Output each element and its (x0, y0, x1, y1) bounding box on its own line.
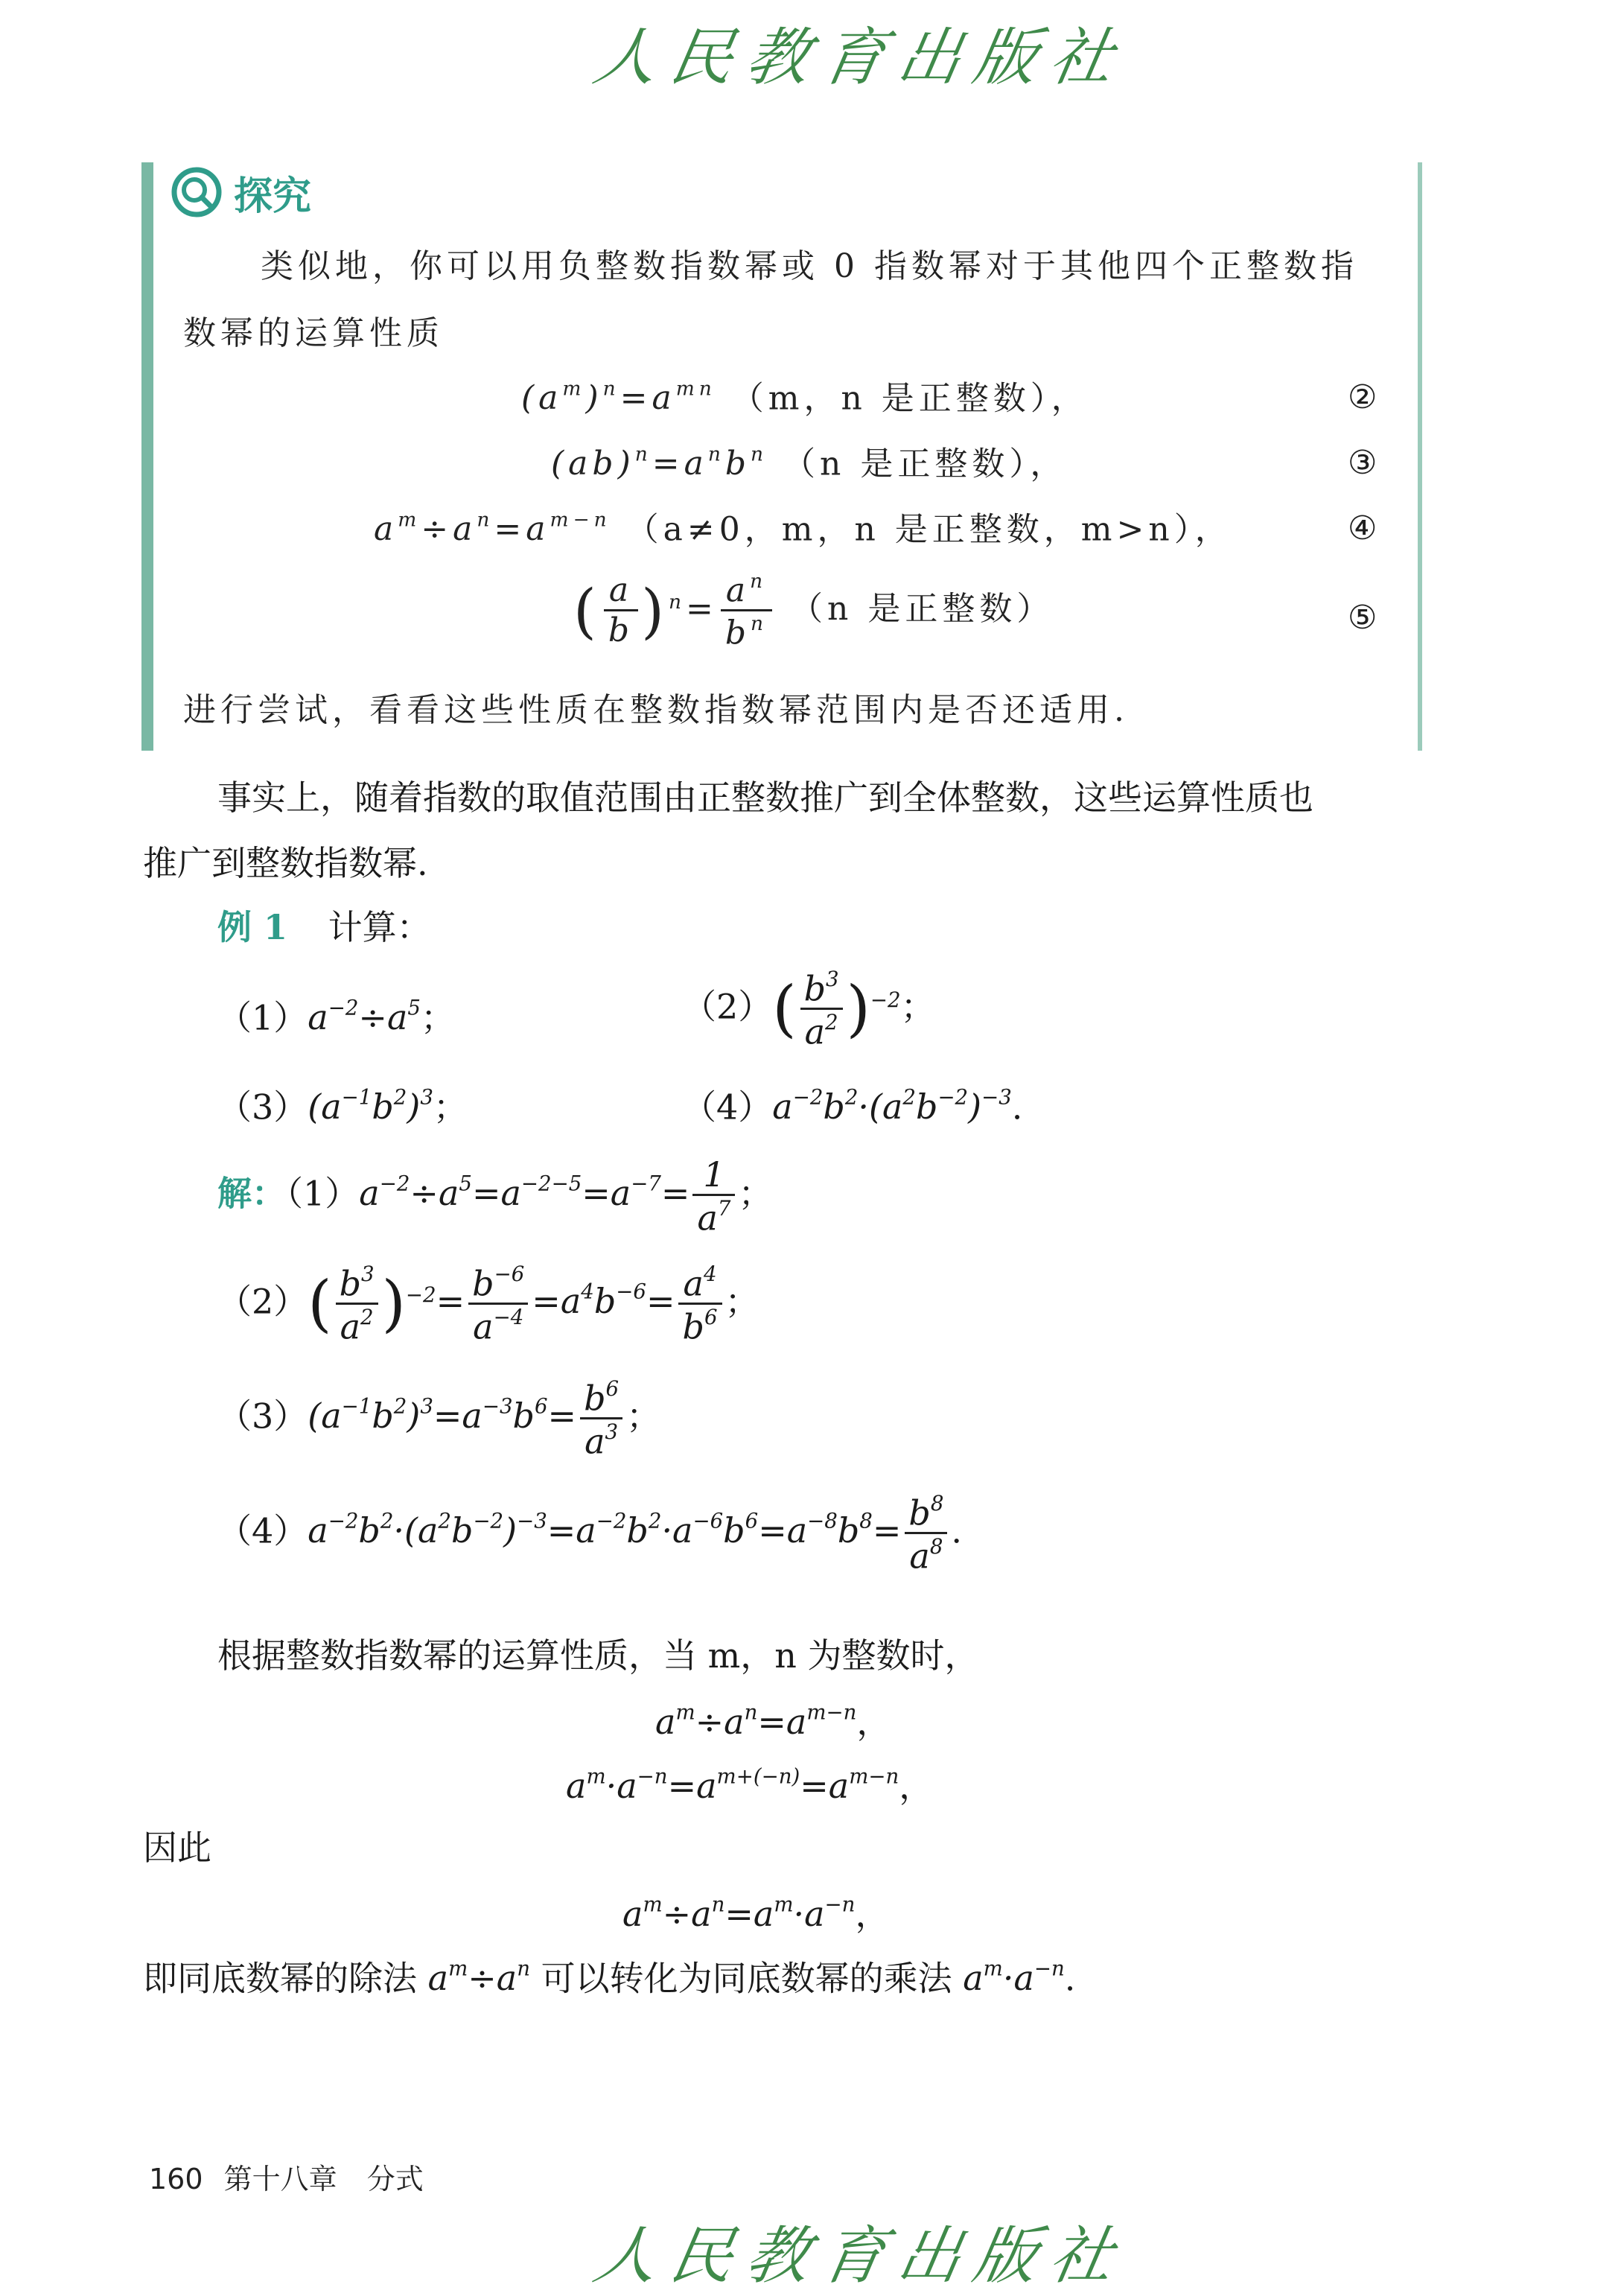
page-number: 160 (149, 2163, 203, 2195)
explore-left-bar (141, 162, 153, 751)
question-2: （2）( $\frac{b^3}{a^2}$ )$^{-2}$； (682, 967, 935, 1052)
solution-1-label: （1） (286, 1173, 360, 1214)
example-label: 例 1 (217, 907, 288, 947)
explore-box (141, 162, 1422, 751)
footer-chapter: 第十八章 (223, 2163, 337, 2195)
identity-2: $a^m\cdot a^{-n}=a^{m+(-n)}=a^{m-n}$， (566, 1764, 934, 1807)
question-3-label: （3） (217, 1087, 308, 1128)
identity-1: $a^m\div a^n=a^{m-n}$， (655, 1700, 891, 1743)
publisher-logo-bottom: 人民教育出版社 (588, 2219, 1133, 2292)
solution-4: $(4)a^{-2}b^2\cdot(a^2b^{-2})^{-3}=a^{-2}b^2\cdot a^{-6}b^6=a^{-8}b^8=$ $\frac{b^8}{a^8}$ . (217, 1491, 963, 1577)
question-1-label: （1） (217, 997, 308, 1038)
para1-line1: 事实上，随着指数的取值范围由正整数推广到全体整数，这些运算性质也 (217, 777, 1313, 818)
formula-2-label: ② (1348, 378, 1377, 416)
identity-3: $a^m\div a^n=a^m\cdot a^{-n}$， (622, 1892, 890, 1935)
conclusion-part-a: 即同底数幂的除法 (143, 1958, 417, 1999)
solution-label: 解： (217, 1173, 286, 1214)
conclusion: 即同底数幂的除法 $a^m\div a^n$ 可以转化为同底数幂的乘法 $a^m\cdot a^{-n}$. (143, 1956, 1076, 1999)
footer-section: 分式 (366, 2163, 424, 2195)
therefore-text: 因此 (143, 1828, 211, 1868)
explore-intro-line1: 类似地，你可以用负整数指数幂或 0 指数幂对于其他四个正整数指 (261, 247, 1358, 285)
question-2-label: （2） (682, 986, 773, 1027)
solution-3-label: （3） (217, 1396, 308, 1437)
formula-5-label: ⑤ (1348, 599, 1377, 637)
formula-5-expr: ( $\frac{a}{b}$ )$^n$= $\frac{a^n}{b^n}$ (573, 590, 775, 628)
formula-4-condition: （a≠0，m，n 是正整数，m>n）， (625, 510, 1232, 549)
question-4-label: （4） (682, 1087, 773, 1128)
formula-2-expr: $(a^m)^n=a^{mn}$ (521, 378, 716, 418)
para1-line2: 推广到整数指数幂. (143, 843, 428, 883)
question-4: $(4)a^{-2}b^2\cdot(a^2b^{-2})^{-3}$. (682, 1085, 1023, 1128)
solution-1: 解：$(1)a^{-2}\div a^5=a^{-2-5}=a^{-7}=$ $\frac{1}{a^7}$ ； (217, 1154, 773, 1238)
formula-3-expr: $(ab)^n=a^nb^n$ (551, 443, 768, 483)
explore-title: 探究 (234, 174, 312, 219)
question-3: $(3)(a^{-1}b^2)^3$； (217, 1085, 468, 1128)
explore-outro: 进行尝试，看看这些性质在整数指数幂范围内是否还适用. (183, 691, 1129, 729)
formula-3-condition: （n 是正整数）， (783, 445, 1068, 483)
solution-2-label: （2） (217, 1281, 308, 1322)
para2: 根据整数指数幂的运算性质，当 m，n 为整数时， (217, 1635, 979, 1676)
formula-5 (573, 570, 1054, 652)
formula-5-condition: （n 是正整数） (790, 589, 1054, 628)
formula-3-label: ③ (1348, 444, 1377, 482)
example-title: 计算： (328, 907, 431, 947)
solution-4-label: （4） (217, 1510, 308, 1551)
explore-right-bar (1418, 162, 1422, 751)
conclusion-part-b: 可以转化为同底数幂的乘法 (541, 1958, 952, 1999)
magnifier-icon (170, 165, 223, 219)
publisher-logo-top: 人民教育出版社 (588, 21, 1133, 94)
explore-intro-line2: 数幂的运算性质 (183, 314, 444, 352)
solution-2: （2）( $\frac{b^3}{a^2}$ )$^{-2}$= $\frac{b^{-6}}{a^{-4}}$ $=a^4b^{-6}=$ $\frac{a^4}{b^6}$ ； (217, 1262, 759, 1347)
formula-3 (551, 443, 1068, 483)
explore-header (170, 162, 311, 222)
page-footer (149, 2156, 424, 2197)
formula-4 (374, 509, 1232, 549)
example-header (217, 907, 431, 947)
solution-3: $(3)(a^{-1}b^2)^3=a^{-3}b^6=$ $\frac{b^6}{a^3}$ ； (217, 1376, 661, 1462)
formula-2 (521, 378, 1089, 418)
formula-2-condition: （m，n 是正整数）， (730, 379, 1089, 418)
formula-4-label: ④ (1348, 509, 1377, 547)
formula-4-expr: $a^m\div a^n=a^{m-n}$ (374, 509, 611, 549)
question-1: $(1)a^{-2}\div a^5$； (217, 996, 455, 1038)
